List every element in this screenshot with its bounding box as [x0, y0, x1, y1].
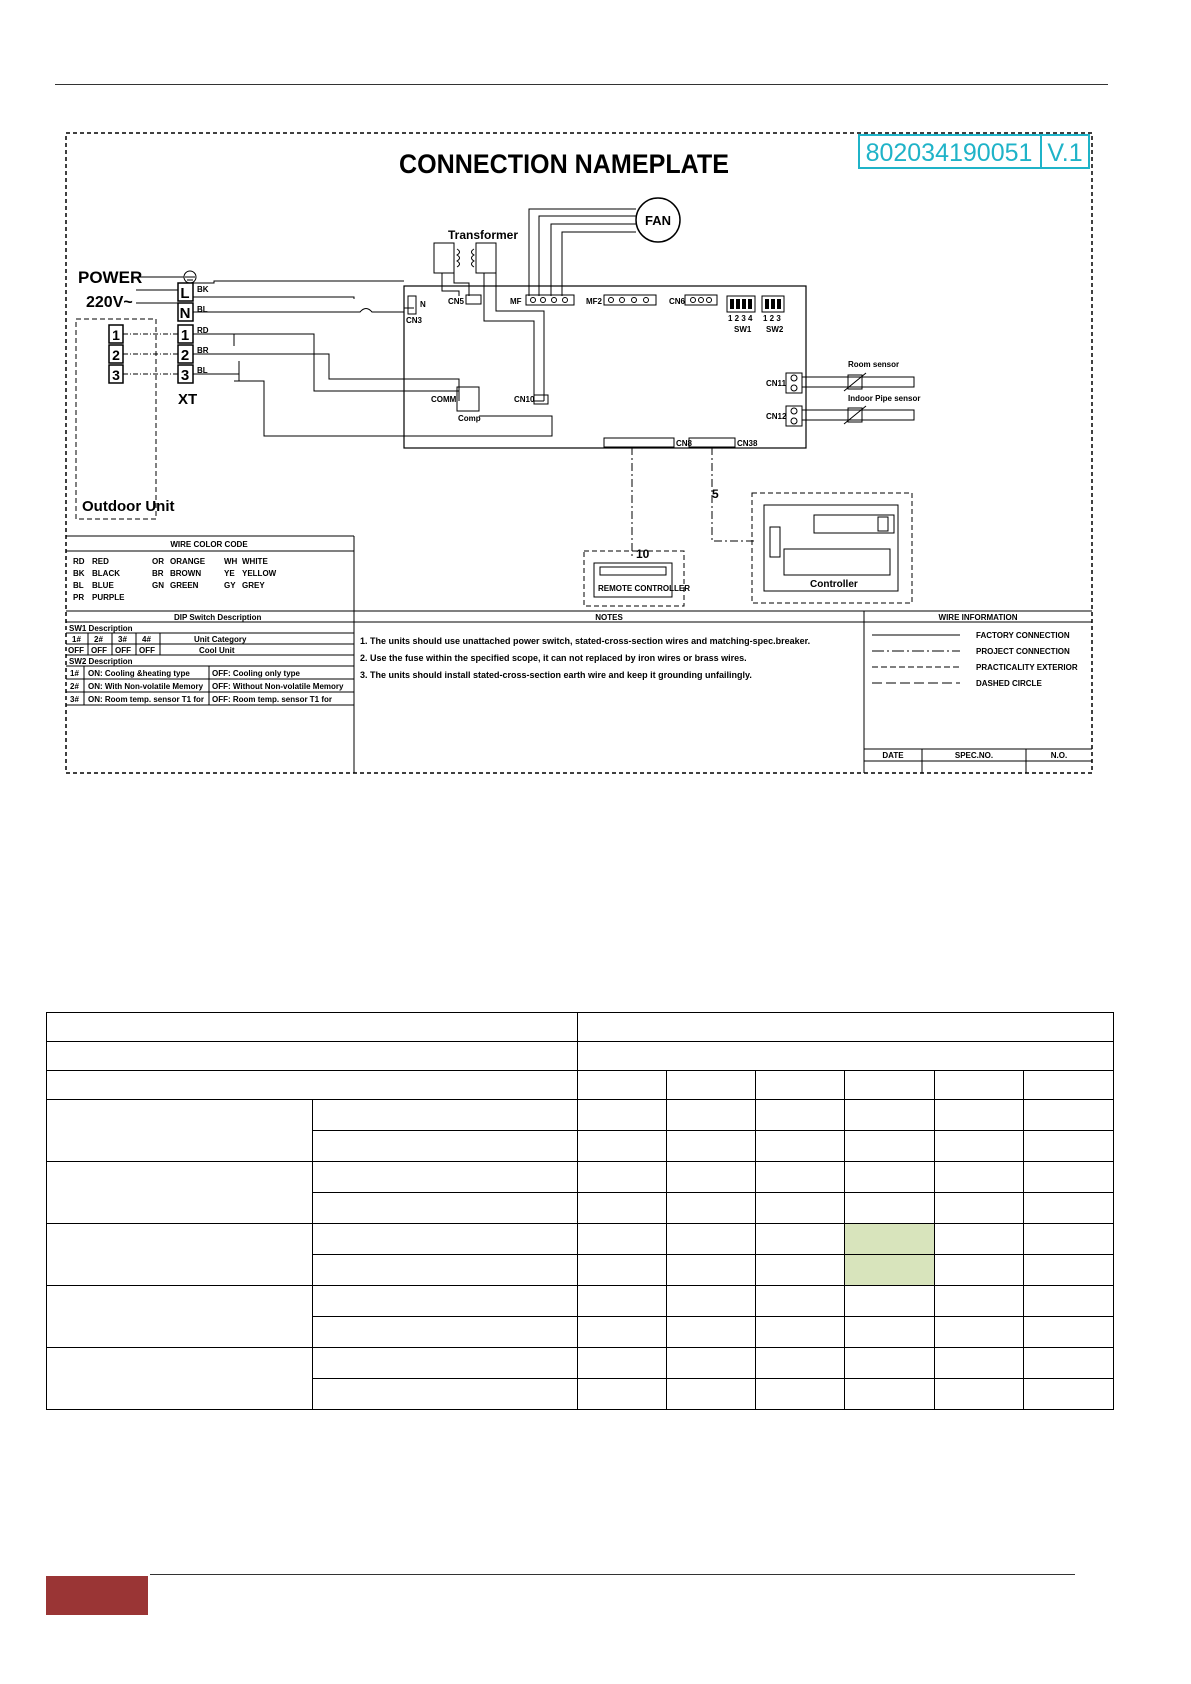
svg-text:YELLOW: YELLOW — [242, 569, 277, 578]
svg-text:GY: GY — [224, 581, 236, 590]
svg-text:2#: 2# — [94, 635, 103, 644]
table-cell — [667, 1071, 756, 1100]
cn6-connector — [685, 295, 717, 305]
table-cell — [667, 1193, 756, 1224]
wire-info-factory: FACTORY CONNECTION — [976, 631, 1070, 640]
wire-label-rd: RD — [197, 326, 209, 335]
cn6-label: CN6 — [669, 297, 686, 306]
svg-text:4#: 4# — [142, 635, 151, 644]
terminal-1: 1 — [180, 327, 190, 344]
nameplate-title: CONNECTION NAMEPLATE — [398, 148, 730, 180]
cn8-label: CN8 — [676, 439, 693, 448]
spec-table — [46, 1012, 1114, 1410]
terminal-3: 3 — [180, 367, 190, 384]
svg-text:OFF: OFF — [139, 646, 155, 655]
outdoor-terminal-1: 1 — [112, 327, 120, 343]
svg-text:BROWN: BROWN — [170, 569, 202, 578]
table-cell — [47, 1042, 578, 1071]
pipe-sensor-label: Indoor Pipe sensor — [848, 394, 921, 403]
table-cell — [578, 1193, 667, 1224]
table-cell — [578, 1348, 667, 1379]
terminal-l: L — [180, 285, 190, 302]
table-cell — [935, 1131, 1024, 1162]
table-cell — [1024, 1348, 1114, 1379]
footer-rule — [150, 1574, 1075, 1575]
table-cell — [313, 1193, 578, 1224]
table-cell — [845, 1162, 935, 1193]
svg-text:2#: 2# — [70, 682, 79, 691]
svg-text:OFF: OFF — [91, 646, 107, 655]
table-cell — [845, 1379, 935, 1410]
svg-text:BK: BK — [73, 569, 85, 578]
table-cell — [578, 1286, 667, 1317]
table-cell — [47, 1348, 313, 1410]
remote-controller-box — [584, 551, 684, 606]
wire-info-practicality: PRACTICALITY EXTERIOR — [976, 663, 1078, 672]
footer-spec: SPEC.NO. — [954, 751, 994, 760]
table-cell — [578, 1379, 667, 1410]
wire-label-br: BR — [197, 346, 209, 355]
n-label: N — [420, 300, 426, 309]
pcb-board — [404, 286, 806, 448]
terminal-block-label: XT — [178, 391, 198, 408]
sw2-numbers: 1 2 3 — [763, 314, 781, 323]
mf-connector — [526, 295, 574, 305]
svg-text:YE: YE — [224, 569, 235, 578]
table-cell — [845, 1286, 935, 1317]
footer-page-tab — [46, 1576, 148, 1615]
table-cell — [1024, 1162, 1114, 1193]
table-cell — [667, 1286, 756, 1317]
table-cell — [845, 1193, 935, 1224]
table-cell — [845, 1348, 935, 1379]
table-cell — [935, 1379, 1024, 1410]
svg-text:GREEN: GREEN — [170, 581, 199, 590]
table-cell — [313, 1131, 578, 1162]
table-cell — [313, 1286, 578, 1317]
cn3-label: CN3 — [406, 316, 423, 325]
table-cell — [47, 1100, 313, 1162]
svg-text:GREY: GREY — [242, 581, 265, 590]
table-cell — [578, 1131, 667, 1162]
sw1-label: SW1 — [734, 325, 752, 334]
nameplate-version: V.1 — [1047, 139, 1083, 167]
nameplate-code: 802034190051 — [865, 139, 1033, 167]
sw1-table — [68, 635, 247, 655]
table-cell — [845, 1071, 935, 1100]
table-cell — [47, 1224, 313, 1286]
table-cell — [756, 1379, 845, 1410]
wire-info-title: WIRE INFORMATION — [938, 613, 1018, 622]
svg-text:3#: 3# — [118, 635, 127, 644]
svg-text:ON: Cooling &heating type: ON: Cooling &heating type — [88, 669, 190, 678]
header-rule — [55, 84, 1108, 85]
cn10-label: CN10 — [514, 395, 535, 404]
table-cell — [756, 1224, 845, 1255]
table-row — [47, 1286, 1114, 1317]
wire-label-bl: BL — [197, 305, 208, 314]
power-label: POWER — [78, 268, 143, 287]
wire-label-bl2: BL — [197, 366, 208, 375]
svg-text:Cool Unit: Cool Unit — [199, 646, 235, 655]
table-cell — [935, 1348, 1024, 1379]
table-cell — [667, 1379, 756, 1410]
table-cell — [1024, 1255, 1114, 1286]
connection-nameplate-diagram — [64, 131, 1094, 775]
svg-text:ON: Room temp. sensor T1 for: ON: Room temp. sensor T1 for — [88, 695, 205, 704]
comm-label: COMM — [431, 395, 457, 404]
table-cell — [667, 1348, 756, 1379]
wire-info-dashed: DASHED CIRCLE — [976, 679, 1042, 688]
table-cell — [578, 1224, 667, 1255]
table-cell — [47, 1162, 313, 1224]
svg-text:WH: WH — [224, 557, 238, 566]
table-cell — [578, 1013, 1114, 1042]
table-cell — [313, 1348, 578, 1379]
table-cell — [578, 1317, 667, 1348]
cn12-label: CN12 — [766, 412, 787, 421]
table-cell — [578, 1071, 667, 1100]
table-cell — [935, 1100, 1024, 1131]
wire-color-entries — [73, 557, 277, 602]
wire-info-project: PROJECT CONNECTION — [976, 647, 1070, 656]
table-row — [47, 1013, 1114, 1042]
table-row — [47, 1224, 1114, 1255]
wire-label-bk: BK — [197, 285, 209, 294]
table-cell — [935, 1255, 1024, 1286]
table-cell — [667, 1317, 756, 1348]
table-cell — [756, 1193, 845, 1224]
outdoor-terminal-2: 2 — [112, 347, 120, 363]
table-cell — [756, 1286, 845, 1317]
table-cell — [667, 1131, 756, 1162]
outdoor-terminal-3: 3 — [112, 367, 120, 383]
table-row — [47, 1042, 1114, 1071]
table-cell — [1024, 1100, 1114, 1131]
table-cell — [667, 1255, 756, 1286]
table-cell — [935, 1162, 1024, 1193]
table-cell — [935, 1286, 1024, 1317]
fan-label: FAN — [645, 213, 671, 228]
table-cell — [935, 1317, 1024, 1348]
svg-text:PURPLE: PURPLE — [92, 593, 125, 602]
comp-connector — [457, 387, 479, 411]
table-row — [47, 1100, 1114, 1131]
table-cell — [1024, 1071, 1114, 1100]
table-cell — [935, 1071, 1024, 1100]
table-cell — [313, 1100, 578, 1131]
outdoor-unit-label: Outdoor Unit — [82, 498, 175, 515]
table-cell — [756, 1162, 845, 1193]
svg-text:OR: OR — [152, 557, 164, 566]
table-cell — [1024, 1286, 1114, 1317]
controller-label: Controller — [810, 579, 858, 590]
cn5-label: CN5 — [448, 297, 465, 306]
svg-text:WHITE: WHITE — [242, 557, 268, 566]
transformer-label: Transformer — [448, 228, 519, 242]
table-cell — [845, 1317, 935, 1348]
table-cell — [47, 1286, 313, 1348]
table-cell — [667, 1162, 756, 1193]
footer-date: DATE — [882, 751, 904, 760]
table-cell — [756, 1348, 845, 1379]
remote-num: 10 — [636, 547, 650, 561]
cn8-connector — [604, 438, 674, 447]
controller-num: 5 — [712, 487, 719, 501]
table-cell — [313, 1162, 578, 1193]
svg-text:ON: With Non-volatile Memory: ON: With Non-volatile Memory — [88, 682, 204, 691]
terminal-2: 2 — [180, 347, 190, 364]
table-cell — [1024, 1224, 1114, 1255]
wire-color-title: WIRE COLOR CODE — [170, 540, 248, 549]
svg-text:OFF: OFF — [115, 646, 131, 655]
sw2-desc-title: SW2 Description — [69, 657, 133, 666]
table-cell — [756, 1255, 845, 1286]
svg-text:Unit Category: Unit Category — [194, 635, 247, 644]
svg-text:BR: BR — [152, 569, 164, 578]
svg-text:OFF: Cooling only type: OFF: Cooling only type — [212, 669, 300, 678]
table-cell — [845, 1131, 935, 1162]
terminal-n: N — [179, 305, 191, 322]
table-cell — [578, 1255, 667, 1286]
table-cell — [313, 1317, 578, 1348]
terminal-block — [178, 283, 193, 384]
table-row — [47, 1348, 1114, 1379]
table-cell — [935, 1224, 1024, 1255]
table-cell — [578, 1162, 667, 1193]
svg-text:OFF: Room temp. sensor T1 for: OFF: Room temp. sensor T1 for — [212, 695, 333, 704]
svg-text:OFF: OFF — [68, 646, 84, 655]
svg-text:BL: BL — [73, 581, 84, 590]
svg-text:RD: RD — [73, 557, 85, 566]
table-cell — [313, 1255, 578, 1286]
note-1: 1. The units should use unattached power switch, stated-cross-section wires and matching-spec.breaker. — [360, 636, 811, 646]
comp-label: Comp — [458, 414, 481, 423]
table-cell-highlight — [845, 1255, 935, 1286]
table-cell — [1024, 1193, 1114, 1224]
table-cell — [47, 1013, 578, 1042]
table-cell — [667, 1224, 756, 1255]
table-cell — [935, 1193, 1024, 1224]
sw1-desc-title: SW1 Description — [69, 624, 133, 633]
svg-text:PR: PR — [73, 593, 85, 602]
svg-text:ORANGE: ORANGE — [170, 557, 206, 566]
svg-text:RED: RED — [92, 557, 109, 566]
table-cell — [1024, 1317, 1114, 1348]
table-cell — [1024, 1131, 1114, 1162]
cn38-label: CN38 — [737, 439, 758, 448]
note-2: 2. Use the fuse within the specified scope, it can not replaced by iron wires or brass wires. — [360, 653, 747, 663]
table-cell — [667, 1100, 756, 1131]
svg-text:OFF: Without Non-volatile Memo: OFF: Without Non-volatile Memory — [212, 682, 344, 691]
svg-text:GN: GN — [152, 581, 164, 590]
table-cell — [756, 1317, 845, 1348]
svg-text:1#: 1# — [70, 669, 79, 678]
svg-text:BLUE: BLUE — [92, 581, 114, 590]
cn11-label: CN11 — [766, 379, 787, 388]
table-cell — [313, 1379, 578, 1410]
table-row — [47, 1071, 1114, 1100]
table-cell — [756, 1071, 845, 1100]
svg-text:1#: 1# — [72, 635, 81, 644]
sw2-table — [70, 669, 344, 704]
table-row — [47, 1162, 1114, 1193]
table-cell — [313, 1224, 578, 1255]
svg-text:3#: 3# — [70, 695, 79, 704]
remote-controller-label: REMOTE CONTROLLER — [598, 584, 690, 593]
svg-text:BLACK: BLACK — [92, 569, 120, 578]
voltage-label: 220V~ — [86, 294, 133, 311]
mf2-label: MF2 — [586, 297, 602, 306]
note-3: 3. The units should install stated-cross-section earth wire and keep it grounding unfailingly. — [360, 670, 752, 680]
table-cell — [1024, 1379, 1114, 1410]
footer-no: N.O. — [1050, 751, 1068, 760]
table-cell — [756, 1100, 845, 1131]
sw2-label: SW2 — [766, 325, 784, 334]
table-cell — [578, 1100, 667, 1131]
dip-title: DIP Switch Description — [174, 613, 262, 622]
table-cell — [47, 1071, 578, 1100]
table-cell — [756, 1131, 845, 1162]
room-sensor-label: Room sensor — [848, 360, 900, 369]
notes-title: NOTES — [595, 613, 623, 622]
table-cell — [845, 1100, 935, 1131]
cn38-connector — [689, 438, 735, 447]
sw1-numbers: 1 2 3 4 — [728, 314, 753, 323]
table-cell-highlight — [845, 1224, 935, 1255]
table-cell — [578, 1042, 1114, 1071]
mf-label: MF — [510, 297, 522, 306]
